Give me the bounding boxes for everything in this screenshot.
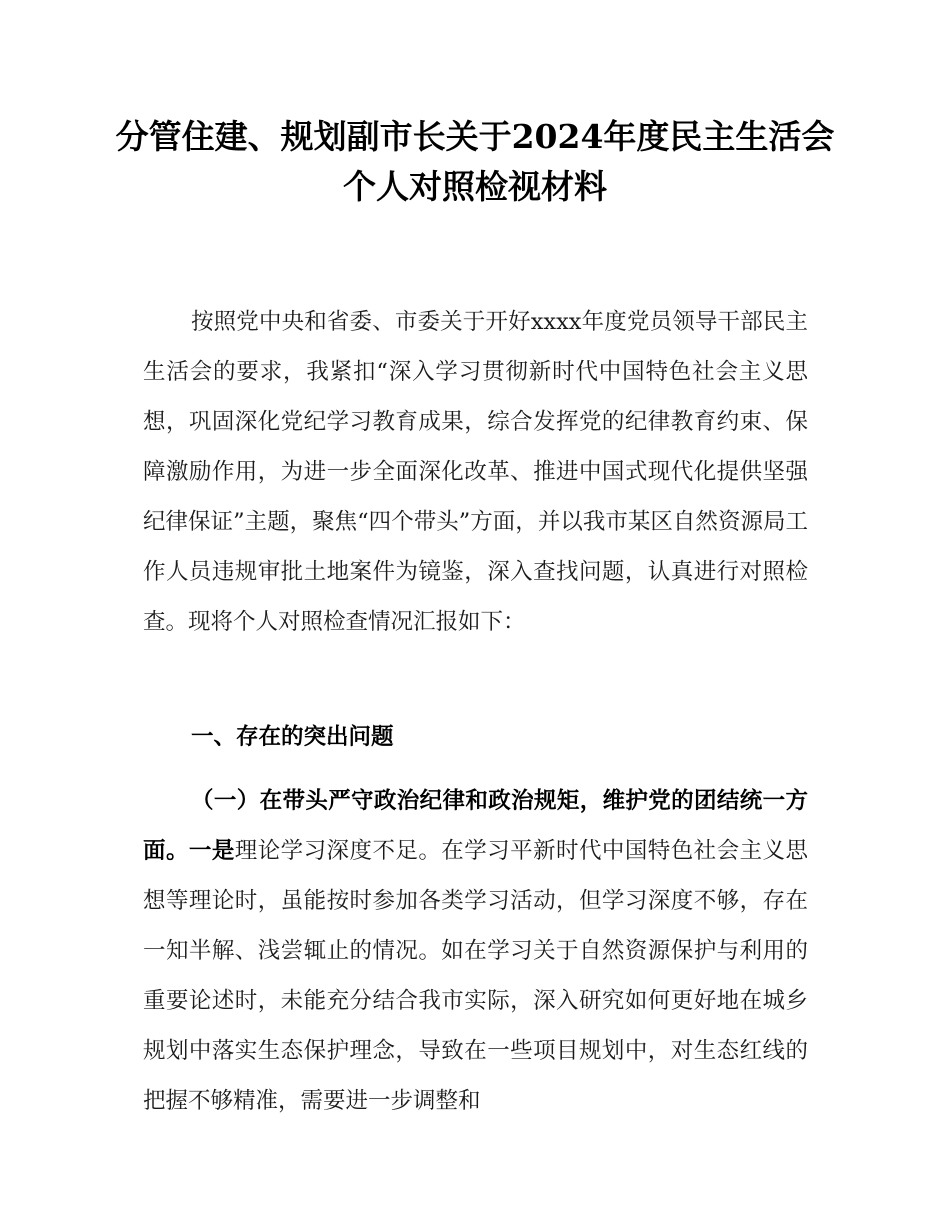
document-title: 分管住建、规划副市长关于2024年度民主生活会个人对照检视材料 bbox=[115, 117, 835, 206]
section-1-lead: 一是 bbox=[188, 838, 235, 864]
section-1-paragraph bbox=[143, 776, 808, 1126]
section-1-subheading: （一）在带头严守政治纪律和政治规矩，维护党的团结统一方面。 bbox=[143, 788, 808, 864]
section-1-text: 理论学习深度不足。在学习平新时代中国特色社会主义思想等理论时，虽能按时参加各类学习活动，但学习深度不够，存在一知半解、浅尝辄止的情况。如在学习关于自然资源保护与利用的重要论述时，未能充分结合我市实际，深入研究如何更好地在城乡规划中落实生态保护理念，导致在一些项目规划中，对生态红线的把握不够精准，需要进一步调整和 bbox=[143, 838, 808, 1114]
section-heading-problems: 一、存在的突出问题 bbox=[191, 724, 394, 750]
intro-paragraph: 按照党中央和省委、市委关于开好xxxx年度党员领导干部民主生活会的要求，我紧扣“深入学习贯彻新时代中国特色社会主义思想，巩固深化党纪学习教育成果，综合发挥党的纪律教育约束、保障激励作用，为进一步全面深化改革、推进中国式现代化提供坚强纪律保证”主题，聚焦“四个带头”方面，并以我市某区自然资源局工作人员违规审批土地案件为镜鉴，深入查找问题，认真进行对照检查。现将个人对照检查情况汇报如下： bbox=[143, 309, 808, 635]
